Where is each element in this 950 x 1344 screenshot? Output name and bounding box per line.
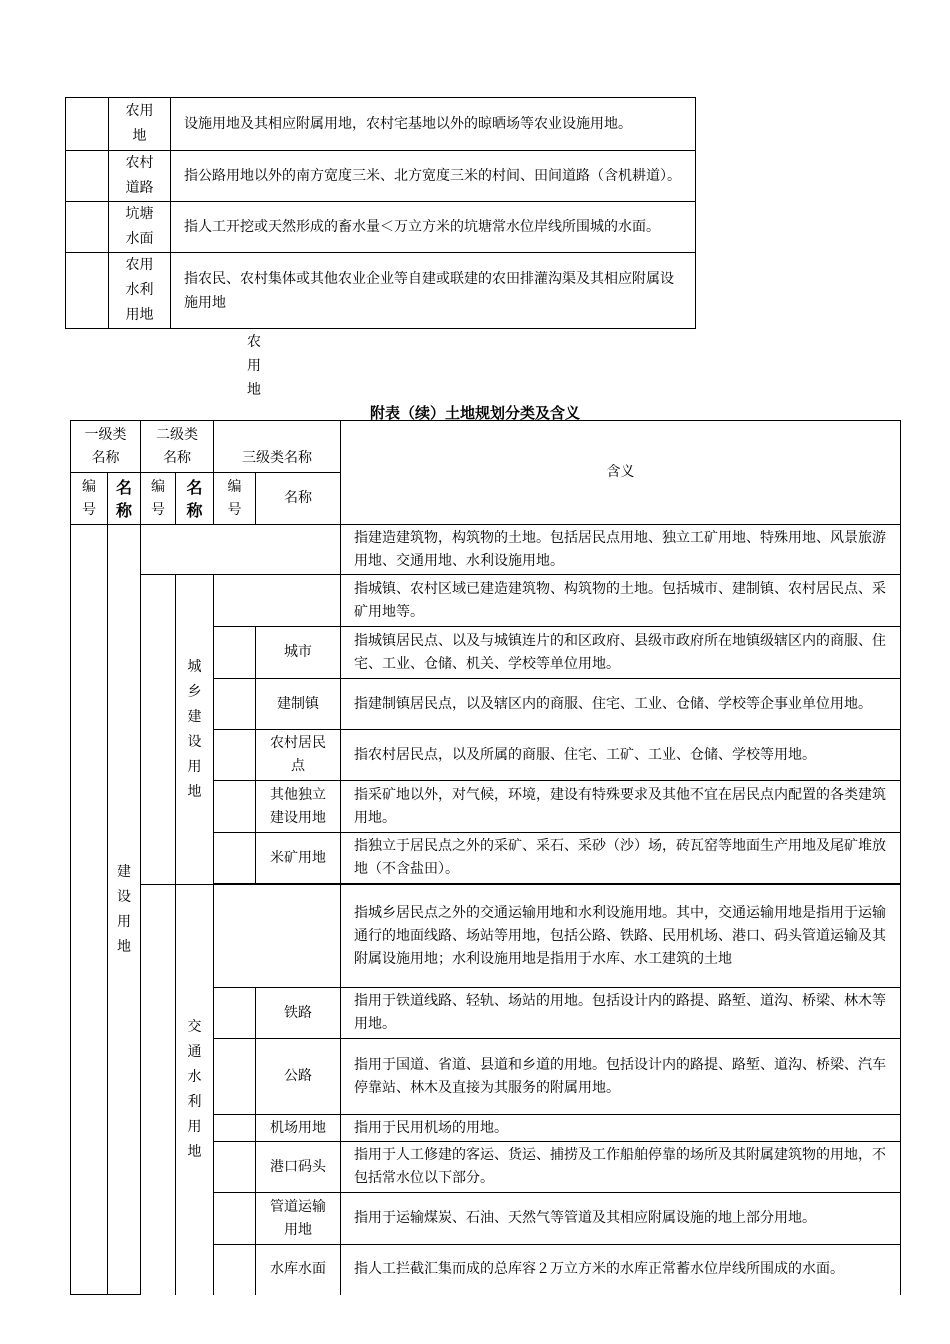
item-definition: 指用于民用机场的用地。 (341, 1115, 901, 1142)
item-code (214, 1193, 256, 1245)
item-definition: 指用于人工修建的客运、货运、捕捞及工作船舶停靠的场所及其附属建筑物的用地，不包括常水位以下部分。 (341, 1142, 901, 1193)
category-name: 农用 地 (109, 98, 171, 151)
item-name: 建制镇 (256, 679, 341, 730)
classification-table (70, 420, 901, 1295)
item-definition: 指建制镇居民点，以及辖区内的商服、住宅、工业、仓储、学校等企事业单位用地。 (341, 679, 901, 730)
empty-cell (66, 151, 109, 202)
header-level3: 三级类名称 (214, 421, 341, 473)
item-definition: 指独立于居民点之外的采矿、采石、采砂（沙）场，砖瓦窑等地面生产用地及尾矿堆放地（不含盐田）。 (341, 833, 901, 884)
table-row (71, 885, 901, 988)
item-code (214, 1142, 256, 1193)
item-name: 铁路 (256, 988, 341, 1039)
header-name: 名称 (256, 473, 341, 525)
category-name: 农村 道路 (109, 151, 171, 202)
header-meaning: 含义 (341, 421, 901, 525)
item-definition: 指用于国道、省道、县道和乡道的用地。包括设计内的路提、路堑、道沟、桥梁、汽车停靠站、林木及直接为其服务的附属用地。 (341, 1039, 901, 1115)
table-row (66, 202, 696, 253)
item-code (214, 627, 256, 679)
header-row (71, 421, 901, 473)
table-row (71, 575, 901, 627)
group-name: 城 乡 建 设 用 地 (176, 575, 214, 885)
header-name: 名 称 (108, 473, 141, 525)
group-definition: 指城乡居民点之外的交通运输用地和水利设施用地。其中，交通运输用地是指用于运输通行的地面线路、场站等用地，包括公路、铁路、民用机场、港口、码头管道运输及其附属设施用地；水利设施用地是指用于水库、水工建筑的土地 (341, 885, 901, 988)
item-code (214, 781, 256, 833)
item-name: 水库水面 (256, 1245, 341, 1295)
item-definition: 指农村居民点，以及所属的商服、住宅、工矿、工业、仓储、学校等用地。 (341, 730, 901, 781)
item-definition: 指人工拦截汇集而成的总库容２万立方米的水库正常蓄水位岸线所围成的水面。 (341, 1245, 901, 1295)
item-code (214, 1245, 256, 1295)
table-row (66, 151, 696, 202)
category-name: 坑塘 水面 (109, 202, 171, 253)
category-definition: 指公路用地以外的南方宽度三米、北方宽度三米的村间、田间道路（含机耕道）。 (171, 151, 696, 202)
category-definition: 指农民、农村集体或其他农业企业等自建或联建的农田排灌沟渠及其相应附属设施用地 (171, 253, 696, 329)
empty-cell (66, 253, 109, 329)
continued-table (65, 97, 696, 329)
group-name: 交 通 水 利 用 地 (176, 885, 214, 1295)
empty-cell (66, 98, 109, 151)
item-code (214, 730, 256, 781)
item-code (214, 679, 256, 730)
item-name: 米矿用地 (256, 833, 341, 884)
category-definition: 设施用地及其相应附属用地，农村宅基地以外的晾晒场等农业设施用地。 (171, 98, 696, 151)
level1-code (71, 525, 108, 1295)
empty-cell (214, 885, 341, 988)
table-row (66, 98, 696, 151)
category-definition: 指人工开挖或天然形成的畜水量＜万立方米的坑塘常水位岸线所围城的水面。 (171, 202, 696, 253)
empty-cell (141, 525, 341, 575)
header-name: 名 称 (176, 473, 214, 525)
item-name: 公路 (256, 1039, 341, 1115)
item-definition: 指用于运输煤炭、石油、天然气等管道及其相应附属设施的地上部分用地。 (341, 1193, 901, 1245)
header-level2: 二级类 名称 (141, 421, 214, 473)
item-code (214, 833, 256, 884)
item-code (214, 1039, 256, 1115)
table-row (71, 525, 901, 575)
header-code: 编 号 (71, 473, 108, 525)
item-name: 港口码头 (256, 1142, 341, 1193)
category-name: 农用 水利 用地 (109, 253, 171, 329)
level1-name: 建 设 用 地 (108, 525, 141, 1295)
page-title: 附表（续）土地规划分类及含义 (369, 404, 580, 422)
header-code: 编 号 (214, 473, 256, 525)
item-code (214, 1115, 256, 1142)
empty-cell (66, 202, 109, 253)
item-name: 管道运输 用地 (256, 1193, 341, 1245)
header-code: 编 号 (141, 473, 176, 525)
level1-definition: 指建造建筑物，构筑物的土地。包括居民点用地、独立工矿用地、特殊用地、风景旅游用地、交通用地、水利设施用地。 (341, 525, 901, 575)
item-name: 农村居民 点 (256, 730, 341, 781)
item-name: 其他独立 建设用地 (256, 781, 341, 833)
header-level1: 一级类 名称 (71, 421, 141, 473)
item-definition: 指城镇居民点、以及与城镇连片的和区政府、县级市政府所在地镇级辖区内的商服、住宅、工业、仓储、机关、学校等单位用地。 (341, 627, 901, 679)
table-row (66, 253, 696, 329)
empty-cell (214, 575, 341, 627)
group-code (141, 885, 176, 1295)
group-definition: 指城镇、农村区域已建造建筑物、构筑物的土地。包括城市、建制镇、农村居民点、采矿用地等。 (341, 575, 901, 627)
item-definition: 指用于铁道线路、轻轨、场站的用地。包括设计内的路提、路堑、道沟、桥梁、林木等用地。 (341, 988, 901, 1039)
item-code (214, 988, 256, 1039)
stray-label: 农 用 地 (247, 334, 261, 398)
item-definition: 指采矿地以外，对气候，环境，建设有特殊要求及其他不宜在居民点内配置的各类建筑用地。 (341, 781, 901, 833)
group-code (141, 575, 176, 885)
item-name: 城市 (256, 627, 341, 679)
item-name: 机场用地 (256, 1115, 341, 1142)
